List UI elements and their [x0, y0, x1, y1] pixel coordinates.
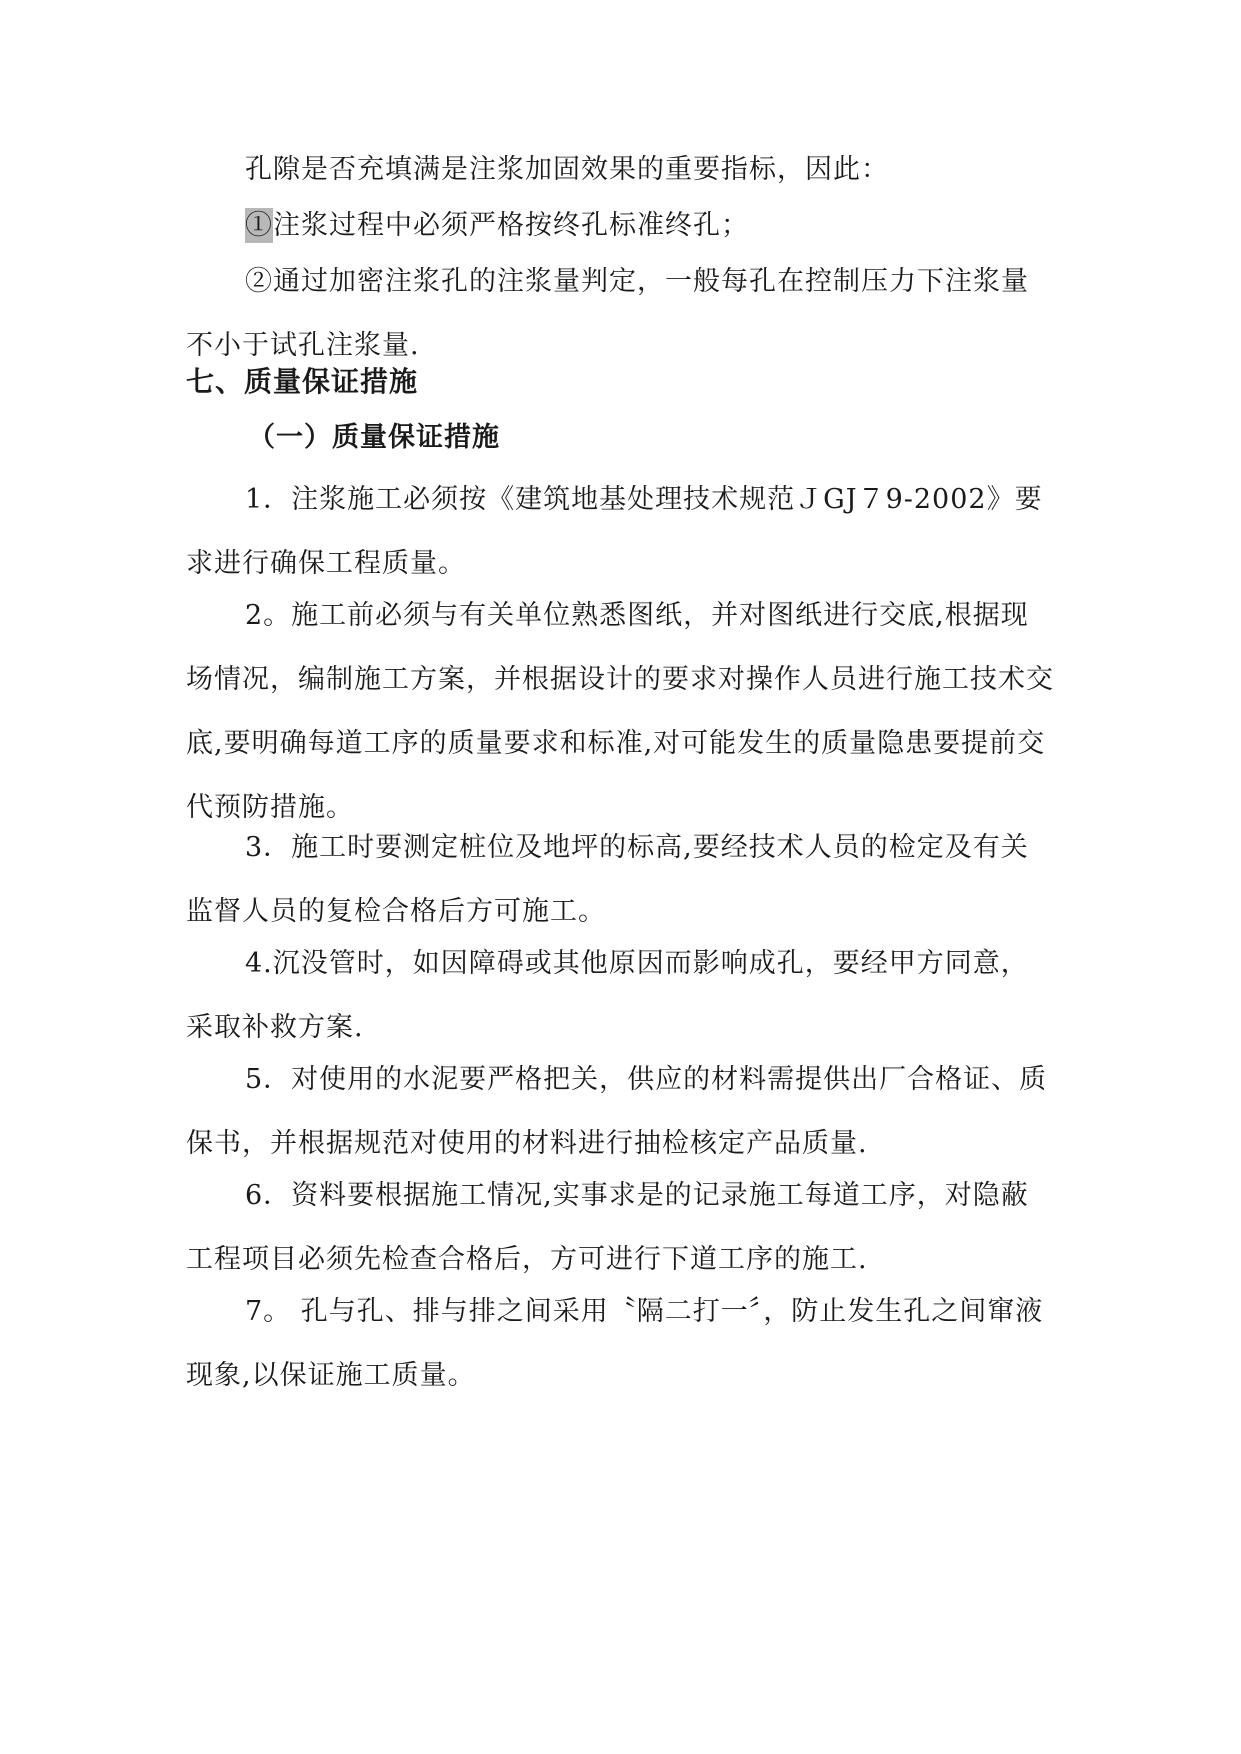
paragraph-grouting-indicator: 孔隙是否充填满是注浆加固效果的重要指标，因此：	[245, 154, 889, 185]
paragraph-grouting-volume: ②通过加密注浆孔的注浆量判定，一般每孔在控制压力下注浆量不小于试孔注浆量.	[186, 266, 1029, 361]
highlighted-marker: ①	[245, 210, 273, 241]
section-title: 七、质量保证措施	[186, 365, 419, 398]
list-item-7: 7。 孔与孔、排与排之间采用〝隔二打一〞，防止发生孔之间窜液现象,以保证施工质量。	[186, 1296, 1044, 1391]
paragraph-final-hole-text: 注浆过程中必须严格按终孔标准终孔；	[273, 210, 749, 241]
list-item-6: 6．资料要根据施工情况,实事求是的记录施工每道工序，对隐蔽工程项目必须先检查合格后，方可进行下道工序的施工.	[186, 1180, 1029, 1275]
paragraph-final-hole-standard	[186, 194, 1056, 258]
list-item-3: 3．施工时要测定桩位及地坪的标高,要经技术人员的检定及有关监督人员的复检合格后方可施工。	[186, 832, 1029, 927]
list-item-2: 2。施工前必须与有关单位熟悉图纸，并对图纸进行交底,根据现场情况，编制施工方案，并根据设计的要求对操作人员进行施工技术交底,要明确每道工序的质量要求和标准,对可能发生的质量隐患要提前交代预防措施。	[186, 600, 1054, 823]
subsection-title: （一）质量保证措施	[248, 422, 500, 453]
list-item-5: 5．对使用的水泥要严格把关，供应的材料需提供出厂合格证、质保书，并根据规范对使用的材料进行抽检核定产品质量.	[186, 1064, 1048, 1159]
list-item-1: 1．注浆施工必须按《建筑地基处理技术规范ＪGJ７9-2002》要求进行确保工程质量。	[186, 484, 1043, 579]
list-item-4: 4.沉没管时，如因障碍或其他原因而影响成孔，要经甲方同意，采取补救方案.	[186, 948, 1029, 1043]
